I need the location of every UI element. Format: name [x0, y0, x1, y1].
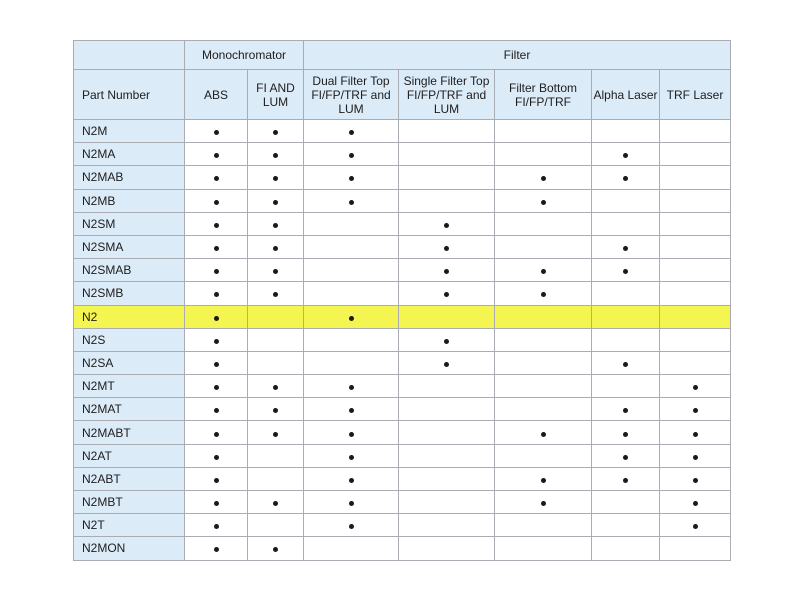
bullet-icon — [541, 478, 546, 483]
feature-cell — [399, 467, 495, 490]
part-number-cell: N2MAT — [74, 398, 185, 421]
bullet-icon — [273, 153, 278, 158]
part-number-cell: N2ABT — [74, 467, 185, 490]
feature-cell — [304, 120, 399, 143]
feature-cell — [185, 282, 248, 305]
feature-cell — [304, 444, 399, 467]
column-header: Dual Filter Top FI/FP/TRF and LUM — [304, 70, 399, 120]
bullet-icon — [273, 176, 278, 181]
feature-cell — [185, 421, 248, 444]
feature-cell — [660, 514, 731, 537]
bullet-icon — [214, 130, 219, 135]
feature-cell — [399, 143, 495, 166]
bullet-icon — [623, 455, 628, 460]
bullet-icon — [623, 176, 628, 181]
feature-cell — [592, 537, 660, 560]
column-header: Alpha Laser — [592, 70, 660, 120]
feature-cell — [399, 351, 495, 374]
bullet-icon — [349, 524, 354, 529]
part-number-cell: N2SMA — [74, 235, 185, 258]
feature-cell — [248, 282, 304, 305]
feature-cell — [248, 305, 304, 328]
feature-cell — [399, 398, 495, 421]
feature-cell — [248, 491, 304, 514]
feature-cell — [592, 189, 660, 212]
bullet-icon — [693, 524, 698, 529]
bullet-icon — [693, 385, 698, 390]
feature-cell — [592, 166, 660, 189]
group-header-filter: Filter — [304, 41, 731, 70]
feature-cell — [399, 421, 495, 444]
feature-cell — [185, 467, 248, 490]
bullet-icon — [349, 385, 354, 390]
feature-cell — [592, 282, 660, 305]
bullet-icon — [349, 408, 354, 413]
feature-cell — [660, 305, 731, 328]
feature-cell — [495, 375, 592, 398]
feature-cell — [592, 143, 660, 166]
bullet-icon — [693, 455, 698, 460]
feature-cell — [304, 212, 399, 235]
table-row — [74, 537, 731, 560]
column-header: TRF Laser — [660, 70, 731, 120]
feature-cell — [495, 120, 592, 143]
feature-cell — [660, 143, 731, 166]
feature-cell — [592, 328, 660, 351]
feature-matrix-table — [73, 40, 731, 561]
bullet-icon — [444, 269, 449, 274]
feature-cell — [592, 259, 660, 282]
feature-cell — [660, 189, 731, 212]
feature-cell — [495, 328, 592, 351]
feature-cell — [248, 235, 304, 258]
table-row — [74, 421, 731, 444]
feature-cell — [248, 444, 304, 467]
bullet-icon — [273, 269, 278, 274]
feature-cell — [399, 491, 495, 514]
table-row — [74, 444, 731, 467]
feature-cell — [248, 375, 304, 398]
bullet-icon — [273, 223, 278, 228]
table-row — [74, 235, 731, 258]
bullet-icon — [214, 408, 219, 413]
feature-cell — [304, 235, 399, 258]
feature-cell — [185, 305, 248, 328]
bullet-icon — [214, 385, 219, 390]
feature-cell — [304, 259, 399, 282]
feature-cell — [185, 537, 248, 560]
feature-cell — [592, 235, 660, 258]
bullet-icon — [693, 501, 698, 506]
bullet-icon — [349, 176, 354, 181]
feature-cell — [592, 120, 660, 143]
bullet-icon — [273, 130, 278, 135]
column-header: FI AND LUM — [248, 70, 304, 120]
part-number-cell: N2MA — [74, 143, 185, 166]
feature-cell — [592, 351, 660, 374]
bullet-icon — [273, 408, 278, 413]
feature-cell — [185, 328, 248, 351]
feature-cell — [495, 491, 592, 514]
feature-cell — [248, 514, 304, 537]
column-header-row — [74, 70, 731, 120]
feature-cell — [399, 259, 495, 282]
feature-cell — [185, 235, 248, 258]
bullet-icon — [214, 269, 219, 274]
bullet-icon — [349, 200, 354, 205]
feature-cell — [592, 421, 660, 444]
feature-cell — [495, 235, 592, 258]
table-row — [74, 467, 731, 490]
feature-cell — [660, 375, 731, 398]
table-body — [74, 120, 731, 561]
bullet-icon — [214, 339, 219, 344]
feature-cell — [495, 282, 592, 305]
column-header: Single Filter Top FI/FP/TRF and LUM — [399, 70, 495, 120]
feature-cell — [185, 120, 248, 143]
bullet-icon — [349, 316, 354, 321]
bullet-icon — [623, 362, 628, 367]
bullet-icon — [214, 547, 219, 552]
feature-cell — [660, 491, 731, 514]
part-number-cell: N2S — [74, 328, 185, 351]
bullet-icon — [349, 478, 354, 483]
feature-cell — [660, 398, 731, 421]
part-number-cell: N2MABT — [74, 421, 185, 444]
table-row — [74, 212, 731, 235]
feature-cell — [248, 328, 304, 351]
bullet-icon — [444, 223, 449, 228]
feature-cell — [304, 189, 399, 212]
table-row — [74, 189, 731, 212]
bullet-icon — [541, 501, 546, 506]
table-row — [74, 282, 731, 305]
feature-cell — [185, 166, 248, 189]
bullet-icon — [623, 478, 628, 483]
bullet-icon — [444, 246, 449, 251]
bullet-icon — [349, 432, 354, 437]
feature-cell — [592, 491, 660, 514]
feature-cell — [185, 491, 248, 514]
table-row — [74, 351, 731, 374]
bullet-icon — [349, 455, 354, 460]
feature-cell — [399, 514, 495, 537]
feature-cell — [248, 212, 304, 235]
bullet-icon — [273, 292, 278, 297]
feature-cell — [248, 189, 304, 212]
bullet-icon — [214, 524, 219, 529]
bullet-icon — [541, 176, 546, 181]
table-row — [74, 514, 731, 537]
feature-cell — [304, 421, 399, 444]
feature-cell — [304, 351, 399, 374]
bullet-icon — [214, 292, 219, 297]
feature-cell — [304, 282, 399, 305]
column-header: ABS — [185, 70, 248, 120]
part-number-cell: N2SMB — [74, 282, 185, 305]
part-number-cell: N2SA — [74, 351, 185, 374]
feature-cell — [660, 421, 731, 444]
bullet-icon — [273, 432, 278, 437]
feature-cell — [399, 282, 495, 305]
part-number-cell: N2MT — [74, 375, 185, 398]
bullet-icon — [273, 501, 278, 506]
feature-cell — [185, 212, 248, 235]
bullet-icon — [541, 292, 546, 297]
feature-cell — [495, 189, 592, 212]
table-row-highlighted — [74, 305, 731, 328]
feature-cell — [399, 375, 495, 398]
table-row — [74, 398, 731, 421]
bullet-icon — [444, 292, 449, 297]
feature-cell — [495, 259, 592, 282]
feature-cell — [185, 143, 248, 166]
feature-cell — [185, 398, 248, 421]
table-row — [74, 328, 731, 351]
bullet-icon — [214, 153, 219, 158]
bullet-icon — [623, 153, 628, 158]
feature-cell — [495, 143, 592, 166]
bullet-icon — [349, 130, 354, 135]
bullet-icon — [444, 339, 449, 344]
feature-cell — [185, 351, 248, 374]
column-header: Filter Bottom FI/FP/TRF — [495, 70, 592, 120]
bullet-icon — [623, 408, 628, 413]
bullet-icon — [214, 246, 219, 251]
feature-cell — [660, 282, 731, 305]
table-row — [74, 166, 731, 189]
table-row — [74, 143, 731, 166]
bullet-icon — [214, 200, 219, 205]
table-row — [74, 491, 731, 514]
feature-cell — [304, 398, 399, 421]
feature-cell — [185, 189, 248, 212]
feature-cell — [185, 514, 248, 537]
bullet-icon — [214, 316, 219, 321]
part-number-cell: N2SM — [74, 212, 185, 235]
feature-cell — [399, 212, 495, 235]
feature-cell — [592, 398, 660, 421]
feature-cell — [248, 537, 304, 560]
feature-cell — [495, 166, 592, 189]
bullet-icon — [541, 200, 546, 205]
bullet-icon — [693, 408, 698, 413]
feature-cell — [592, 444, 660, 467]
feature-cell — [660, 166, 731, 189]
header-corner-cell — [74, 41, 185, 70]
feature-cell — [495, 514, 592, 537]
feature-cell — [304, 491, 399, 514]
feature-cell — [660, 212, 731, 235]
feature-cell — [592, 305, 660, 328]
feature-cell — [399, 537, 495, 560]
feature-cell — [304, 305, 399, 328]
part-number-cell: N2MAB — [74, 166, 185, 189]
feature-cell — [399, 189, 495, 212]
feature-cell — [592, 375, 660, 398]
feature-cell — [248, 421, 304, 444]
feature-cell — [304, 328, 399, 351]
group-header-monochromator: Monochromator — [185, 41, 304, 70]
bullet-icon — [444, 362, 449, 367]
feature-cell — [660, 328, 731, 351]
feature-cell — [185, 444, 248, 467]
feature-cell — [495, 444, 592, 467]
feature-cell — [495, 305, 592, 328]
feature-cell — [399, 305, 495, 328]
feature-cell — [495, 398, 592, 421]
feature-cell — [185, 259, 248, 282]
group-header-row — [74, 41, 731, 70]
bullet-icon — [693, 478, 698, 483]
feature-cell — [304, 375, 399, 398]
feature-cell — [248, 120, 304, 143]
part-number-cell: N2T — [74, 514, 185, 537]
feature-cell — [399, 166, 495, 189]
feature-cell — [592, 514, 660, 537]
bullet-icon — [214, 432, 219, 437]
part-number-cell: N2SMAB — [74, 259, 185, 282]
feature-cell — [399, 120, 495, 143]
bullet-icon — [349, 153, 354, 158]
bullet-icon — [541, 269, 546, 274]
bullet-icon — [541, 432, 546, 437]
feature-cell — [495, 351, 592, 374]
part-number-cell: N2M — [74, 120, 185, 143]
part-number-cell: N2MON — [74, 537, 185, 560]
feature-cell — [248, 398, 304, 421]
feature-cell — [495, 467, 592, 490]
feature-cell — [592, 212, 660, 235]
feature-cell — [495, 212, 592, 235]
bullet-icon — [623, 432, 628, 437]
part-number-cell: N2 — [74, 305, 185, 328]
feature-cell — [660, 235, 731, 258]
feature-cell — [248, 259, 304, 282]
bullet-icon — [214, 362, 219, 367]
bullet-icon — [623, 246, 628, 251]
bullet-icon — [273, 547, 278, 552]
feature-cell — [304, 467, 399, 490]
bullet-icon — [693, 432, 698, 437]
feature-cell — [660, 467, 731, 490]
bullet-icon — [214, 223, 219, 228]
feature-cell — [248, 467, 304, 490]
bullet-icon — [214, 176, 219, 181]
feature-cell — [248, 143, 304, 166]
feature-cell — [592, 467, 660, 490]
part-number-cell: N2AT — [74, 444, 185, 467]
feature-cell — [304, 166, 399, 189]
feature-cell — [399, 328, 495, 351]
part-number-cell: N2MB — [74, 189, 185, 212]
feature-cell — [495, 421, 592, 444]
feature-cell — [304, 514, 399, 537]
feature-cell — [660, 537, 731, 560]
feature-cell — [185, 375, 248, 398]
feature-cell — [304, 537, 399, 560]
table-row — [74, 259, 731, 282]
bullet-icon — [623, 269, 628, 274]
feature-cell — [660, 351, 731, 374]
bullet-icon — [273, 385, 278, 390]
bullet-icon — [349, 501, 354, 506]
feature-cell — [399, 444, 495, 467]
bullet-icon — [273, 200, 278, 205]
feature-cell — [304, 143, 399, 166]
bullet-icon — [214, 455, 219, 460]
feature-cell — [495, 537, 592, 560]
table-row — [74, 120, 731, 143]
feature-cell — [660, 444, 731, 467]
part-number-header: Part Number — [74, 70, 185, 120]
feature-cell — [248, 351, 304, 374]
feature-cell — [248, 166, 304, 189]
feature-cell — [399, 235, 495, 258]
table-row — [74, 375, 731, 398]
bullet-icon — [273, 246, 278, 251]
feature-cell — [660, 259, 731, 282]
bullet-icon — [214, 501, 219, 506]
feature-cell — [660, 120, 731, 143]
part-number-cell: N2MBT — [74, 491, 185, 514]
bullet-icon — [214, 478, 219, 483]
